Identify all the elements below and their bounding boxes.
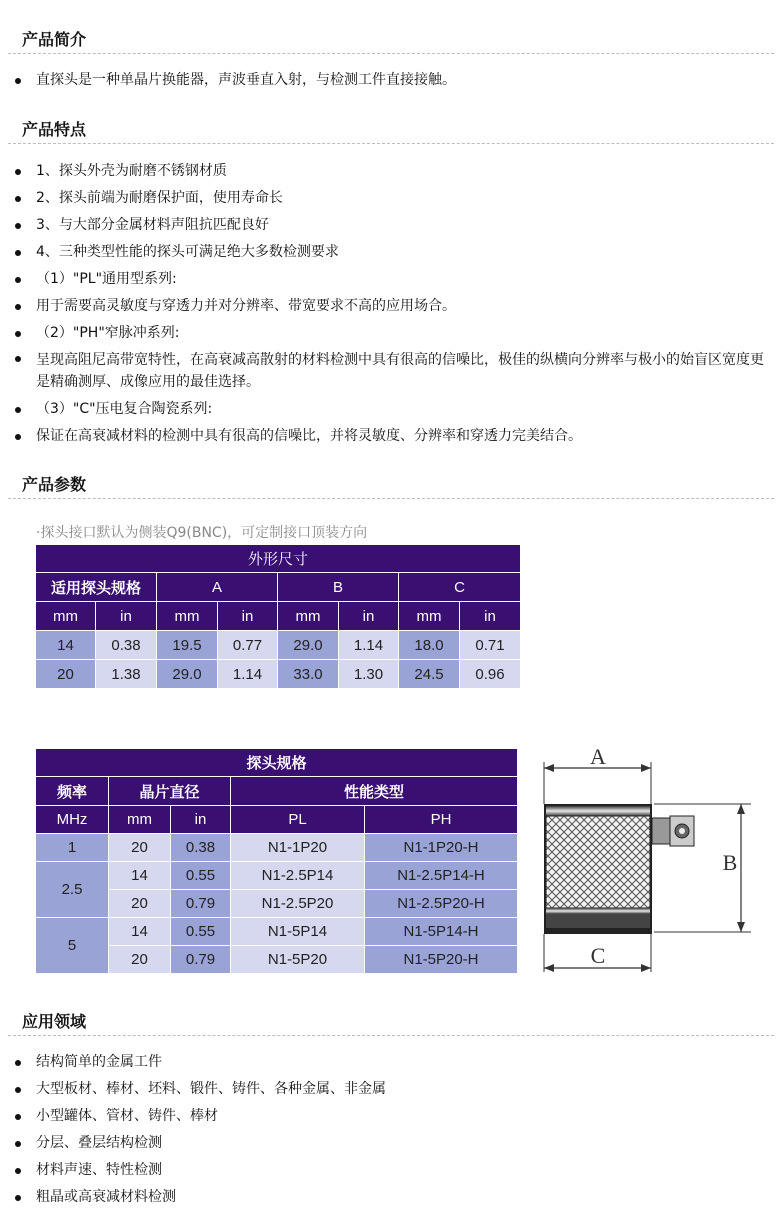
table-cell: 1.14 (339, 631, 399, 660)
list-item: 1、探头外壳为耐磨不锈钢材质 (0, 158, 776, 185)
list-item: 分层、叠层结构检测 (0, 1130, 776, 1157)
applications-list (0, 1049, 776, 1211)
table-cell: 14 (36, 631, 96, 660)
list-item: 4、三种类型性能的探头可满足绝大多数检测要求 (0, 239, 776, 266)
table-cell: N1-2.5P20-H (365, 890, 517, 918)
dim-label-a: A (590, 744, 606, 769)
table-header: mm (399, 602, 460, 631)
table-header: 适用探头规格 (36, 573, 157, 602)
table-header: in (171, 806, 231, 834)
probe-spec-table (36, 749, 517, 974)
dim-label-b: B (722, 850, 738, 875)
params-divider (8, 498, 774, 499)
dimension-table (36, 545, 520, 689)
table-cell: 29.0 (157, 660, 218, 689)
table-cell: 20 (109, 834, 171, 862)
table-header: 晶片直径 (109, 777, 231, 806)
applications-title: 应用领域 (22, 1012, 87, 1031)
table-cell: 1 (36, 834, 109, 862)
table-cell: 19.5 (157, 631, 218, 660)
table-row (36, 918, 517, 946)
table-cell: 0.79 (171, 890, 231, 918)
table-cell: N1-2.5P20 (231, 890, 365, 918)
list-item: 用于需要高灵敏度与穿透力并对分辨率、带宽要求不高的应用场合。 (0, 293, 776, 320)
table-cell: 33.0 (278, 660, 339, 689)
table-header: PH (365, 806, 517, 834)
list-item: 直探头是一种单晶片换能器，声波垂直入射，与检测工件直接接触。 (0, 67, 776, 94)
list-item: 结构简单的金属工件 (0, 1049, 776, 1076)
list-item: 小型罐体、管材、铸件、棒材 (0, 1103, 776, 1130)
table-header: A (157, 573, 278, 602)
table-cell: 0.55 (171, 862, 231, 890)
table-cell: 1.30 (339, 660, 399, 689)
table-cell: 1.14 (218, 660, 278, 689)
table-cell: 20 (109, 890, 171, 918)
table-header: in (96, 602, 157, 631)
table-row (36, 834, 517, 862)
list-item: 3、与大部分金属材料声阻抗匹配良好 (0, 212, 776, 239)
list-item: （1）"PL"通用型系列: (0, 266, 776, 293)
table-header: C (399, 573, 520, 602)
table-header: mm (157, 602, 218, 631)
list-item: 大型板材、棒材、坯料、锻件、铸件、各种金属、非金属 (0, 1076, 776, 1103)
dim-label-c: C (590, 943, 606, 968)
table-header: B (278, 573, 399, 602)
table-cell: 0.96 (460, 660, 520, 689)
table-header: in (339, 602, 399, 631)
table-cell: 0.38 (96, 631, 157, 660)
table-header: mm (36, 602, 96, 631)
table-cell: 18.0 (399, 631, 460, 660)
table-cell: 2.5 (36, 862, 109, 918)
probe-table-title: 探头规格 (36, 749, 517, 777)
list-item: 保证在高衰减材料的检测中具有很高的信噪比，并将灵敏度、分辨率和穿透力完美结合。 (0, 423, 776, 450)
table-header: 频率 (36, 777, 109, 806)
table-header: mm (109, 806, 171, 834)
intro-list (0, 67, 776, 94)
list-item: 材料声速、特性检测 (0, 1157, 776, 1184)
list-item: （2）"PH"窄脉冲系列: (0, 320, 776, 347)
table-header: PL (231, 806, 365, 834)
probe-dimension-diagram (536, 740, 766, 976)
table-header: in (218, 602, 278, 631)
table-cell: 14 (109, 862, 171, 890)
connector-note: ·探头接口默认为侧装Q9(BNC)，可定制接口顶装方向 (36, 525, 368, 541)
intro-title: 产品简介 (22, 30, 87, 49)
table-cell: N1-1P20-H (365, 834, 517, 862)
table-row (36, 862, 517, 890)
params-title: 产品参数 (22, 475, 87, 494)
table-cell: N1-5P20 (231, 946, 365, 974)
table-row (36, 946, 517, 974)
table-header: mm (278, 602, 339, 631)
table-cell: N1-2.5P14 (231, 862, 365, 890)
table-cell: 29.0 (278, 631, 339, 660)
table-row (36, 660, 520, 689)
table-cell: 0.71 (460, 631, 520, 660)
table-cell: N1-5P20-H (365, 946, 517, 974)
table-cell: N1-5P14-H (365, 918, 517, 946)
table-cell: 5 (36, 918, 109, 974)
features-title: 产品特点 (22, 120, 87, 139)
table-cell: 24.5 (399, 660, 460, 689)
table-row (36, 631, 520, 660)
table-cell: N1-1P20 (231, 834, 365, 862)
table-cell: N1-2.5P14-H (365, 862, 517, 890)
table-cell: 0.79 (171, 946, 231, 974)
features-divider (8, 143, 774, 144)
table-cell: 20 (109, 946, 171, 974)
table-header: MHz (36, 806, 109, 834)
list-item: （3）"C"压电复合陶瓷系列: (0, 396, 776, 423)
table-cell: 0.55 (171, 918, 231, 946)
dimension-table-title: 外形尺寸 (36, 545, 520, 573)
table-cell: N1-5P14 (231, 918, 365, 946)
table-cell: 0.38 (171, 834, 231, 862)
list-item: 呈现高阻尼高带宽特性，在高衰减高散射的材料检测中具有很高的信噪比，极佳的纵横向分辨率与极小的始盲区宽度更是精确测厚、成像应用的最佳选择。 (0, 347, 776, 396)
table-cell: 14 (109, 918, 171, 946)
table-header: 性能类型 (231, 777, 517, 806)
table-header: in (460, 602, 520, 631)
table-cell: 1.38 (96, 660, 157, 689)
table-cell: 0.77 (218, 631, 278, 660)
table-cell: 20 (36, 660, 96, 689)
probe-body (544, 804, 652, 934)
features-list (0, 158, 776, 450)
applications-divider (8, 1035, 774, 1036)
intro-divider (8, 53, 774, 54)
list-item: 2、探头前端为耐磨保护面，使用寿命长 (0, 185, 776, 212)
bnc-connector (652, 816, 694, 846)
table-row (36, 890, 517, 918)
list-item: 粗晶或高衰减材料检测 (0, 1184, 776, 1211)
